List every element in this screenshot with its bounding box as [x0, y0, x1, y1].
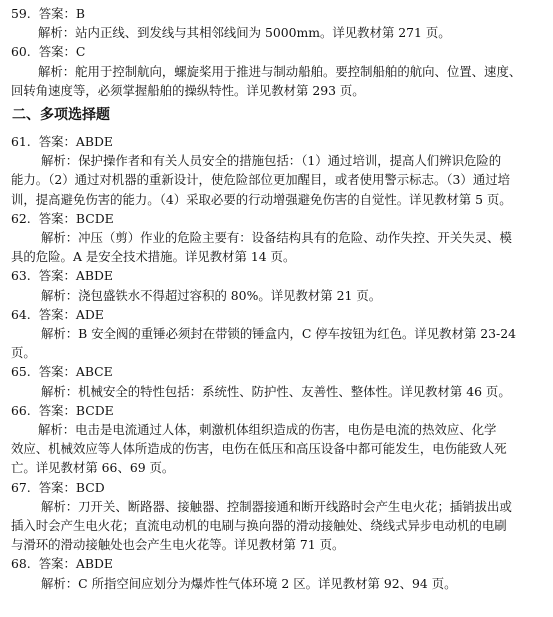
answer-value: BCDE: [75, 402, 114, 418]
question-number: 62.: [11, 210, 31, 226]
answer-line-63: [8, 266, 543, 285]
answer-line-65: [8, 362, 543, 381]
section-title: 二、多项选择题: [12, 107, 110, 124]
answer-value: ABDE: [75, 556, 113, 572]
question-number: 59.: [11, 6, 31, 21]
answer-line-61: [8, 132, 543, 151]
analysis-67-line-3: [8, 535, 543, 554]
answer-value: ABDE: [75, 268, 113, 284]
question-number: 61.: [11, 134, 31, 150]
answer-line-62: [8, 209, 543, 228]
answer-value: C: [75, 44, 86, 60]
analysis-text: 亡。详见教材第 66、69 页。: [11, 460, 175, 476]
question-number: 64.: [11, 306, 31, 322]
analysis-text: 解析：舵用于控制航向，螺旋桨用于推进与制动船舶。要控制船舶的航向、位置、速度、: [38, 63, 522, 79]
analysis-text: 解析：保护操作者和有关人员安全的措施包括：（1）通过培训，提高人们辨识危险的: [41, 153, 502, 169]
answer-label: 答案：: [38, 44, 76, 60]
analysis-64-line-1: [8, 324, 543, 343]
answer-label: 答案：: [38, 134, 76, 150]
analysis-61-line-2: [8, 170, 543, 189]
answer-value: BCD: [75, 479, 105, 495]
answer-label: 答案：: [38, 306, 76, 322]
analysis-text: 解析：冲压（剪）作业的危险主要有：设备结构具有的危险、动作失控、开关失灵、模: [41, 230, 512, 246]
analysis-text: 解析：刀开关、断路器、接触器、控制器接通和断开线路时会产生电火花；插销拔出或: [41, 498, 512, 514]
analysis-66-line-2: [8, 439, 543, 458]
answer-line-68: [8, 554, 543, 573]
question-number: 67.: [11, 479, 31, 495]
analysis-text: 能力。（2）通过对机器的重新设计，使危险部位更加醒目，或者使用警示标志。（3）通过培: [11, 172, 510, 188]
analysis-text: 解析：C 所指空间应划分为爆炸性气体环境 2 区。详见教材第 92、94 页。: [41, 575, 457, 591]
analysis-text: 解析：电击是电流通过人体，刺激机体组织造成的伤害，电伤是电流的热效应、化学: [38, 422, 497, 438]
analysis-60-line-1: [8, 62, 543, 81]
analysis-text: 解析：站内正线、到发线与其相邻线间为 5000mm。详见教材第 271 页。: [38, 25, 451, 41]
analysis-66-line-3: [8, 458, 543, 477]
analysis-63: [8, 286, 543, 305]
question-number: 65.: [11, 364, 31, 380]
answer-label: 答案：: [38, 402, 76, 418]
answer-value: BCDE: [75, 210, 114, 226]
analysis-65: [8, 382, 543, 401]
question-number: 66.: [11, 402, 31, 418]
analysis-60-line-2: [8, 81, 543, 100]
analysis-61-line-1: [8, 151, 543, 170]
answer-label: 答案：: [38, 6, 76, 21]
answer-line-60: [8, 42, 543, 61]
analysis-text: 训，提高避免伤害的能力。（4）采取必要的行动增强避免伤害的自觉性。详见教材第 5 页。: [11, 191, 512, 207]
analysis-61-line-3: [8, 190, 543, 209]
answer-line-59: [8, 4, 543, 23]
analysis-62-line-2: [8, 247, 543, 266]
answer-value: ADE: [75, 306, 104, 322]
answer-value: ABCE: [75, 364, 113, 380]
answer-value: B: [75, 6, 85, 21]
analysis-67-line-1: [8, 497, 543, 516]
answer-value: ABDE: [75, 134, 113, 150]
analysis-text: 具的危险。A 是安全技术措施。详见教材第 14 页。: [11, 249, 296, 265]
analysis-66-line-1: [8, 420, 543, 439]
analysis-62-line-1: [8, 228, 543, 247]
question-number: 60.: [11, 44, 31, 60]
question-number: 68.: [11, 556, 31, 572]
analysis-text: 页。: [11, 345, 36, 361]
analysis-68: [8, 574, 543, 593]
answer-label: 答案：: [38, 268, 76, 284]
analysis-67-line-2: [8, 516, 543, 535]
analysis-text: 与滑环的滑动接触处也会产生电火花等。详见教材第 71 页。: [11, 537, 345, 553]
answer-label: 答案：: [38, 556, 76, 572]
answer-line-67: [8, 478, 543, 497]
analysis-64-line-2: [8, 343, 543, 362]
question-number: 63.: [11, 268, 31, 284]
answer-line-66: [8, 401, 543, 420]
analysis-text: 插入时会产生电火花；直流电动机的电刷与换向器的滑动接触处、绕线式异步电动机的电刷: [11, 518, 507, 534]
analysis-59: [8, 23, 543, 42]
analysis-text: 解析：机械安全的特性包括：系统性、防护性、友善性、整体性。详见教材第 46 页。: [41, 383, 511, 399]
answer-line-64: [8, 305, 543, 324]
analysis-text: 效应、机械效应等人体所造成的伤害，电伤在低压和高压设备中都可能发生，电伤能致人死: [11, 441, 507, 457]
analysis-text: 解析：浇包盛铁水不得超过容积的 80%。详见教材第 21 页。: [41, 287, 382, 303]
answer-label: 答案：: [38, 364, 76, 380]
analysis-text: 回转角速度等，必须掌握船舶的操纵特性。详见教材第 293 页。: [11, 82, 365, 98]
answer-label: 答案：: [38, 210, 76, 226]
analysis-text: 解析：B 安全阀的重锤必须封在带锁的锤盒内，C 停车按钮为红色。详见教材第 23-24: [41, 326, 517, 342]
answer-label: 答案：: [38, 479, 76, 495]
